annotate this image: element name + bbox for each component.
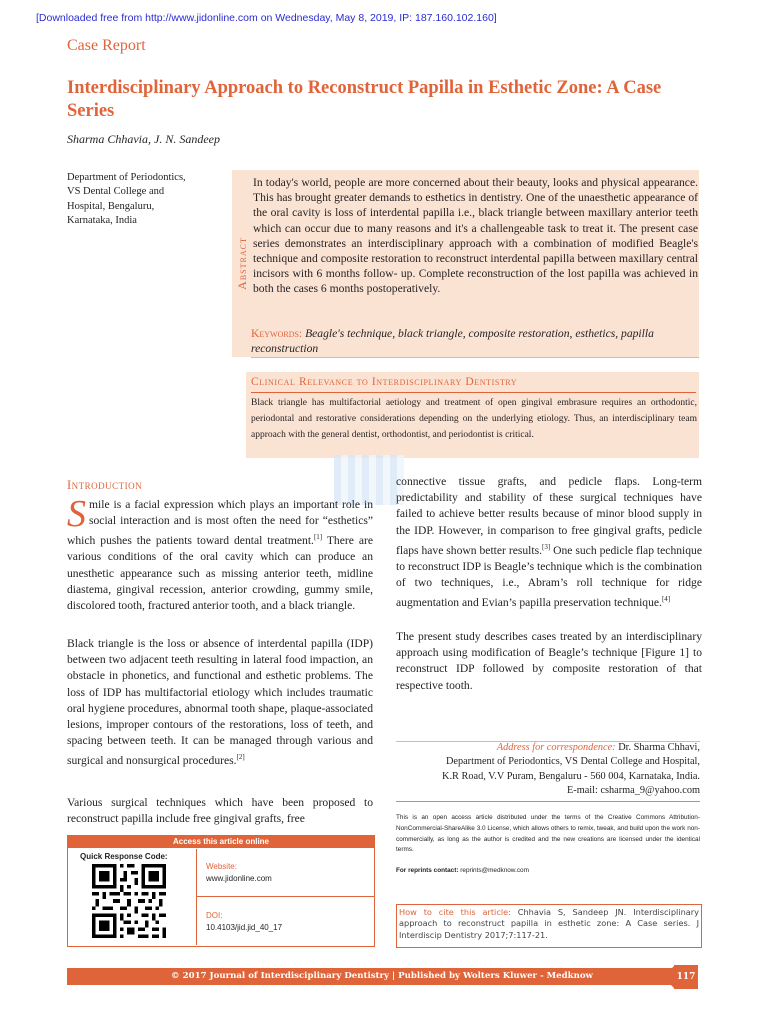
intro-paragraph-1: Smile is a facial expression which plays an important role in social interaction and is most often the need for “esthetics” which pushes the patients toward dental treatment.[1] There are various conditions of the oral cavity which can produce an unesthetic appearance such as missing anterior teeth, midline diastema, gingival recession, anterior crowding, gummy smile, discolored tooth, fractured anterior tooth, and a black triangle. — [67, 493, 373, 613]
abstract-text: In today's world, people are more concerned about their beauty, looks and physical appearance. This has brought greater demands to esthetics in dentistry. One of the unaesthetic appearance of the oral cavity is loss of interdental papilla i.e., black triangle between maxillary anterior teeth which can occur due to many reasons and it's a challengeable task to treat it. The present case series demonstrates an interdisciplinary approach with a combination of modified Beagle's technique and composite restoration to reconstruct interdental papilla between maxillary central incisors with 6 months follow- up. Complete reconstruction of the lost papilla was achieved in both the cases 6 months postoperatively. — [253, 176, 698, 296]
page-number: 117 — [674, 965, 698, 989]
divider — [196, 896, 374, 897]
doi-label: DOI: — [206, 911, 223, 920]
affiliation-line: Department of Periodontics, — [67, 172, 186, 183]
article-type: Case Report — [67, 37, 146, 54]
abstract-side-label: Abstract — [234, 237, 249, 290]
correspondence-email[interactable]: E-mail: csharma_9@yahoo.com — [566, 785, 700, 797]
website-label: Website: — [206, 862, 237, 871]
keywords — [251, 326, 699, 356]
intro-paragraph-3: Various surgical techniques which have been proposed to reconstruct papilla include free gingival grafts, free — [67, 796, 373, 826]
authors: Sharma Chhavia, J. N. Sandeep — [67, 132, 220, 146]
affiliation-line: VS Dental College and — [67, 186, 165, 198]
intro-paragraph-5: The present study describes cases treated by an interdisciplinary approach using modification of Beagle’s technique [Figure 1] to reconstruct IDP followed by composite restoration of that respective tooth. — [396, 630, 702, 692]
intro-paragraph-4: connective tissue grafts, and pedicle flaps. Long-term predictability and stability of these surgical techniques have failed to achieve better results because of minor blood supply in the IDP. However, in comparison to free gingival grafts, pedicle flaps have shown better results.[3] One such pedicle flap technique to reconstruct IDP is Beagle’s technique which is the combination of two techniques, i.e., Abram’s roll technique for ridge augmentation and Evian’s papilla preservation technique.[4] — [396, 475, 703, 610]
clinical-relevance-text: Black triangle has multifactorial aetiology and treatment of open gingival embrasure requires an orthodontic, periodontal and restorative considerations depending on the underlying etiology. Thus, an interdisciplinary team approach with the general dentist, orthodontist, and periodontist is critical. — [251, 398, 697, 440]
keywords-label: Keywords: — [251, 327, 303, 340]
divider — [396, 801, 700, 802]
qr-label: Quick Response Code: — [80, 852, 168, 861]
reference-link[interactable]: [4] — [661, 595, 671, 604]
doi-link[interactable]: 10.4103/jid.jid_40_17 — [206, 923, 283, 932]
reprints-email[interactable]: reprints@medknow.com — [458, 867, 529, 874]
introduction-heading: Introduction — [67, 478, 143, 492]
citation-label: How to cite this article: — [399, 907, 511, 917]
reference-link[interactable]: [2] — [236, 753, 245, 762]
affiliation-line: Karnataka, India — [67, 215, 137, 227]
website-link[interactable]: www.jidonline.com — [206, 874, 272, 883]
dropcap: S — [67, 493, 86, 535]
affiliation-line: Hospital, Bengaluru, — [67, 200, 155, 212]
keywords-text: Beagle's technique, black triangle, composite restoration, esthetics, papilla reconstruction — [251, 327, 654, 355]
reference-link[interactable]: [3] — [542, 542, 551, 551]
affiliation — [67, 171, 227, 229]
divider — [251, 392, 696, 393]
qr-code-icon[interactable] — [92, 864, 166, 938]
download-notice: [Downloaded free from http://www.jidonline.com on Wednesday, May 8, 2019, IP: 187.160.102.160] — [36, 12, 497, 24]
intro-paragraph-2: Black triangle is the loss or absence of interdental papilla (IDP) between two adjacent teeth resulting in lateral food impaction, an obstacle in phonetics, and functional and esthetic problems. The loss of IDP has multifactorial etiology which includes traumatic oral hygiene procedures, abnormal tooth shape, plaque-associated lesions, improper contours of the restorations, loss of teeth, and spacing between teeth. It can be managed through various and surgical and nonsurgical procedures.[2] — [67, 637, 373, 768]
divider — [196, 849, 197, 945]
article-title: Interdisciplinary Approach to Reconstruct Papilla in Esthetic Zone: A Case Series — [67, 78, 662, 121]
correspondence: Address for correspondence: Dr. Sharma Chhavi, Department of Periodontics, VS Dental College and Hospital, K.R Road, V.V Puram, Bengaluru - 560 004, Karnataka, India. E-mail: csharma_9@yahoo.com — [396, 741, 700, 799]
access-box-header: Access this article online — [67, 835, 375, 848]
divider — [251, 357, 699, 358]
reference-link[interactable]: [1] — [313, 533, 323, 542]
citation-text: How to cite this article: Chhavia S, Sandeep JN. Interdisciplinary approach to reconstruct papilla in esthetic zone: A Case series. J Interdiscip Dentistry 2017;7:117-21. — [399, 907, 699, 940]
clinical-relevance-heading: Clinical Relevance to Interdisciplinary Dentistry — [251, 376, 518, 388]
open-access-notice: This is an open access article distributed under the terms of the Creative Commons Attribution-NonCommercial-ShareAlike 3.0 License, which allows others to remix, tweak, and build upon the work non-commercially, as long as the author is credited and the new creations are licensed under the identical terms. — [396, 814, 700, 854]
reprints-contact: For reprints contact: reprints@medknow.com — [396, 867, 529, 874]
correspondence-label: Address for correspondence: — [496, 742, 616, 753]
footer-text: © 2017 Journal of Interdisciplinary Dentistry | Published by Wolters Kluwer - Medknow — [171, 971, 593, 981]
